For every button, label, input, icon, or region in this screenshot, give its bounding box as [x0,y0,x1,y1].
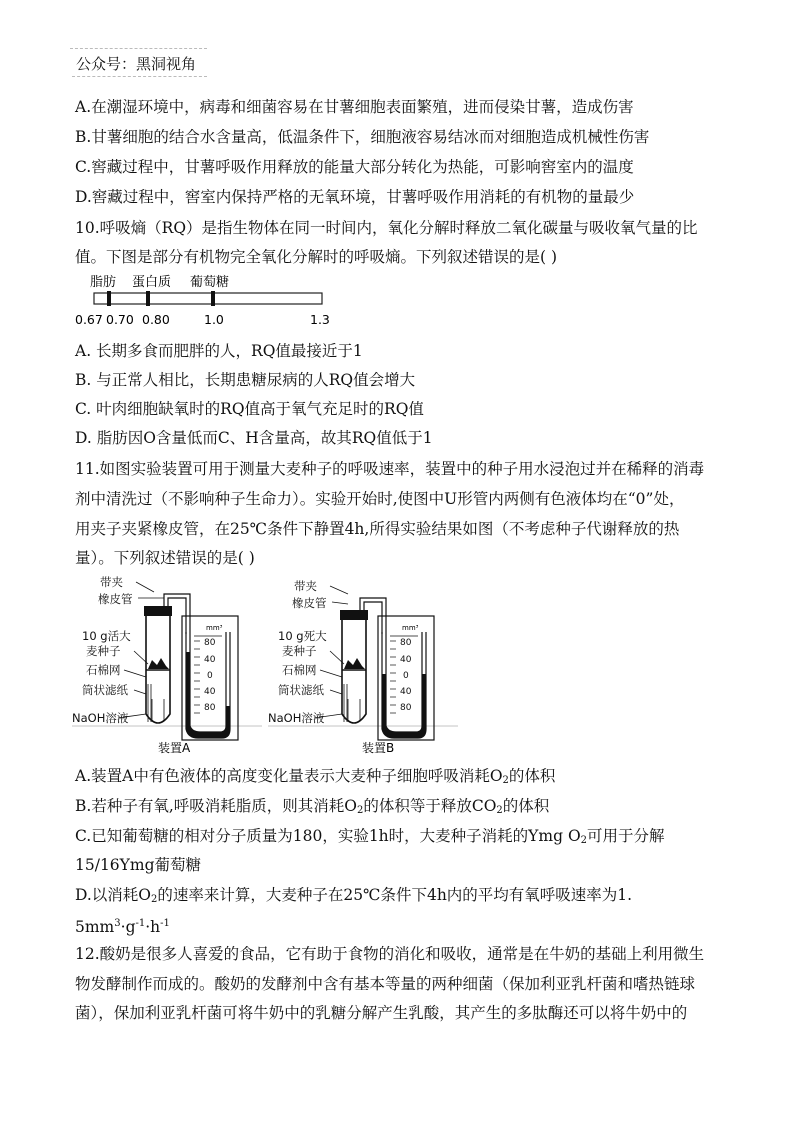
app-a-label-filter: 筒状滤纸 [82,683,128,697]
app-a-unit: mm³ [206,624,223,632]
app-b-label-naoh: NaOH溶液 [268,711,325,725]
app-b-label-tube: 橡皮管 [292,596,327,610]
header-label: 公众号：黑洞视角 [76,55,197,73]
q12-stem-2: 物发酵制作而成的。酸奶的发酵剂中含有基本等量的两种细菌（保加利亚乳杆菌和嗜热链球 [75,975,696,993]
app-a-scale-4: 40 [204,687,216,697]
app-b-scale-2: 40 [400,655,412,665]
rq-label-protein: 蛋白质 [132,275,172,290]
q11-stem-3: 用夹子夹紧橡皮管，在25℃条件下静置4h,所得实验结果如图（不考虑种子代谢释放的热 [75,520,680,538]
rq-scale-figure [75,272,336,327]
q11-option-d-cont: $5mm^3\cdot g^{-1}\cdot h^{-1}$ [75,918,170,936]
app-a-scale-5: 80 [204,703,216,713]
app-b-scale-5: 80 [400,703,412,713]
app-b-scale-4: 40 [400,687,412,697]
app-b-label-filter: 筒状滤纸 [278,683,324,697]
rq-tick-070: 0.70 [106,312,134,327]
q11-option-c: C.已知葡萄糖的相对分子质量为180，实验1h时，大麦种子消耗的Ymg $O_2$可用于分解 [75,827,665,846]
rq-tick-067: 0.67 [75,312,103,327]
app-b-label-seeds2: 麦种子 [282,644,317,658]
q11-stem-2: 剂中清洗过（不影响种子生命力）。实验开始时,使图中U形管内两侧有色液体均在“0”处， [75,490,685,508]
q10-option-a: A. 长期多食而肥胖的人，RQ值最接近于1 [75,342,363,360]
app-b-label-seeds1: 10 g死大 [278,629,327,643]
app-a-label-naoh: NaOH溶液 [72,711,129,725]
app-a-label-seeds1: 10 g活大 [82,629,131,643]
app-a-caption: 装置A [158,741,191,755]
rq-marker-protein [146,291,150,306]
app-b-unit: mm³ [402,624,419,632]
rq-marker-glucose [211,291,215,306]
q12-stem-3: 菌），保加利亚乳杆菌可将牛奶中的乳糖分解产生乳酸，其产生的多肽酶还可以将牛奶中的 [75,1004,688,1022]
q9-option-b: B.甘薯细胞的结合水含量高，低温条件下，细胞液容易结冰而对细胞造成机械性伤害 [75,128,650,146]
q11-option-b: B.若种子有氧,呼吸消耗脂质，则其消耗$O_2$的体积等于释放$CO_2$的体积 [75,797,550,816]
q10-stem-2: 值。下图是部分有机物完全氧化分解时的呼吸熵。下列叙述错误的是( ) [75,248,558,266]
app-a-scale-1: 80 [204,638,216,648]
q9-option-d: D.窖藏过程中，窖室内保持严格的无氧环境，甘薯呼吸作用消耗的有机物的量最少 [75,188,635,206]
q9-option-c: C.窖藏过程中，甘薯呼吸作用释放的能量大部分转化为热能，可影响窖室内的温度 [75,158,634,176]
app-b-scale-3: 0 [403,671,409,681]
apparatus-a [72,574,262,754]
q10-option-d: D. 脂肪因O含量低而C、H含量高，故其RQ值低于1 [75,429,433,447]
app-b-label-mesh: 石棉网 [282,663,317,677]
app-a-scale-2: 40 [204,655,216,665]
rq-label-fat: 脂肪 [90,275,117,290]
app-b-scale-1: 80 [400,638,412,648]
app-a-label-mesh: 石棉网 [86,663,121,677]
rq-tick-13: 1.3 [310,312,330,327]
app-b-label-clamp: 带夹 [294,579,317,593]
rq-label-glucose: 葡萄糖 [190,275,230,290]
rq-marker-fat [107,291,111,306]
q11-stem-1: 11.如图实验装置可用于测量大麦种子的呼吸速率，装置中的种子用水浸泡过并在稀释的消毒 [75,460,705,478]
q11-option-d: D.以消耗$O_2$的速率来计算，大麦种子在25℃条件下4h内的平均有氧呼吸速率为1. [75,886,633,905]
rq-tick-080: 0.80 [142,312,170,327]
app-a-label-tube: 橡皮管 [98,592,133,606]
rq-tick-10: 1.0 [204,312,224,327]
rq-bar [94,293,322,304]
app-a-label-clamp: 带夹 [100,575,123,589]
q10-option-b: B. 与正常人相比，长期患糖尿病的人RQ值会增大 [75,371,416,389]
q11-stem-4: 量）。下列叙述错误的是( ) [75,549,255,567]
q9-option-a: A.在潮湿环境中，病毒和细菌容易在甘薯细胞表面繁殖，进而侵染甘薯，造成伤害 [75,98,634,116]
q12-stem-1: 12.酸奶是很多人喜爱的食品，它有助于食物的消化和吸收，通常是在牛奶的基础上利用微生 [75,945,705,963]
apparatus-b [268,574,458,754]
q10-stem-1: 10.呼吸熵（RQ）是指生物体在同一时间内，氧化分解时释放二氧化碳量与吸收氧气量的比 [75,219,698,237]
header-watermark [72,50,207,77]
app-b-caption: 装置B [362,741,395,755]
q11-option-a: A.装置A中有色液体的高度变化量表示大麦种子细胞呼吸消耗$O_2$的体积 [75,767,556,786]
q11-option-c-cont: 15/16Ymg葡萄糖 [75,856,202,874]
app-a-scale-3: 0 [207,671,213,681]
q10-option-c: C. 叶肉细胞缺氧时的RQ值高于氧气充足时的RQ值 [75,400,424,418]
app-a-label-seeds2: 麦种子 [86,644,121,658]
